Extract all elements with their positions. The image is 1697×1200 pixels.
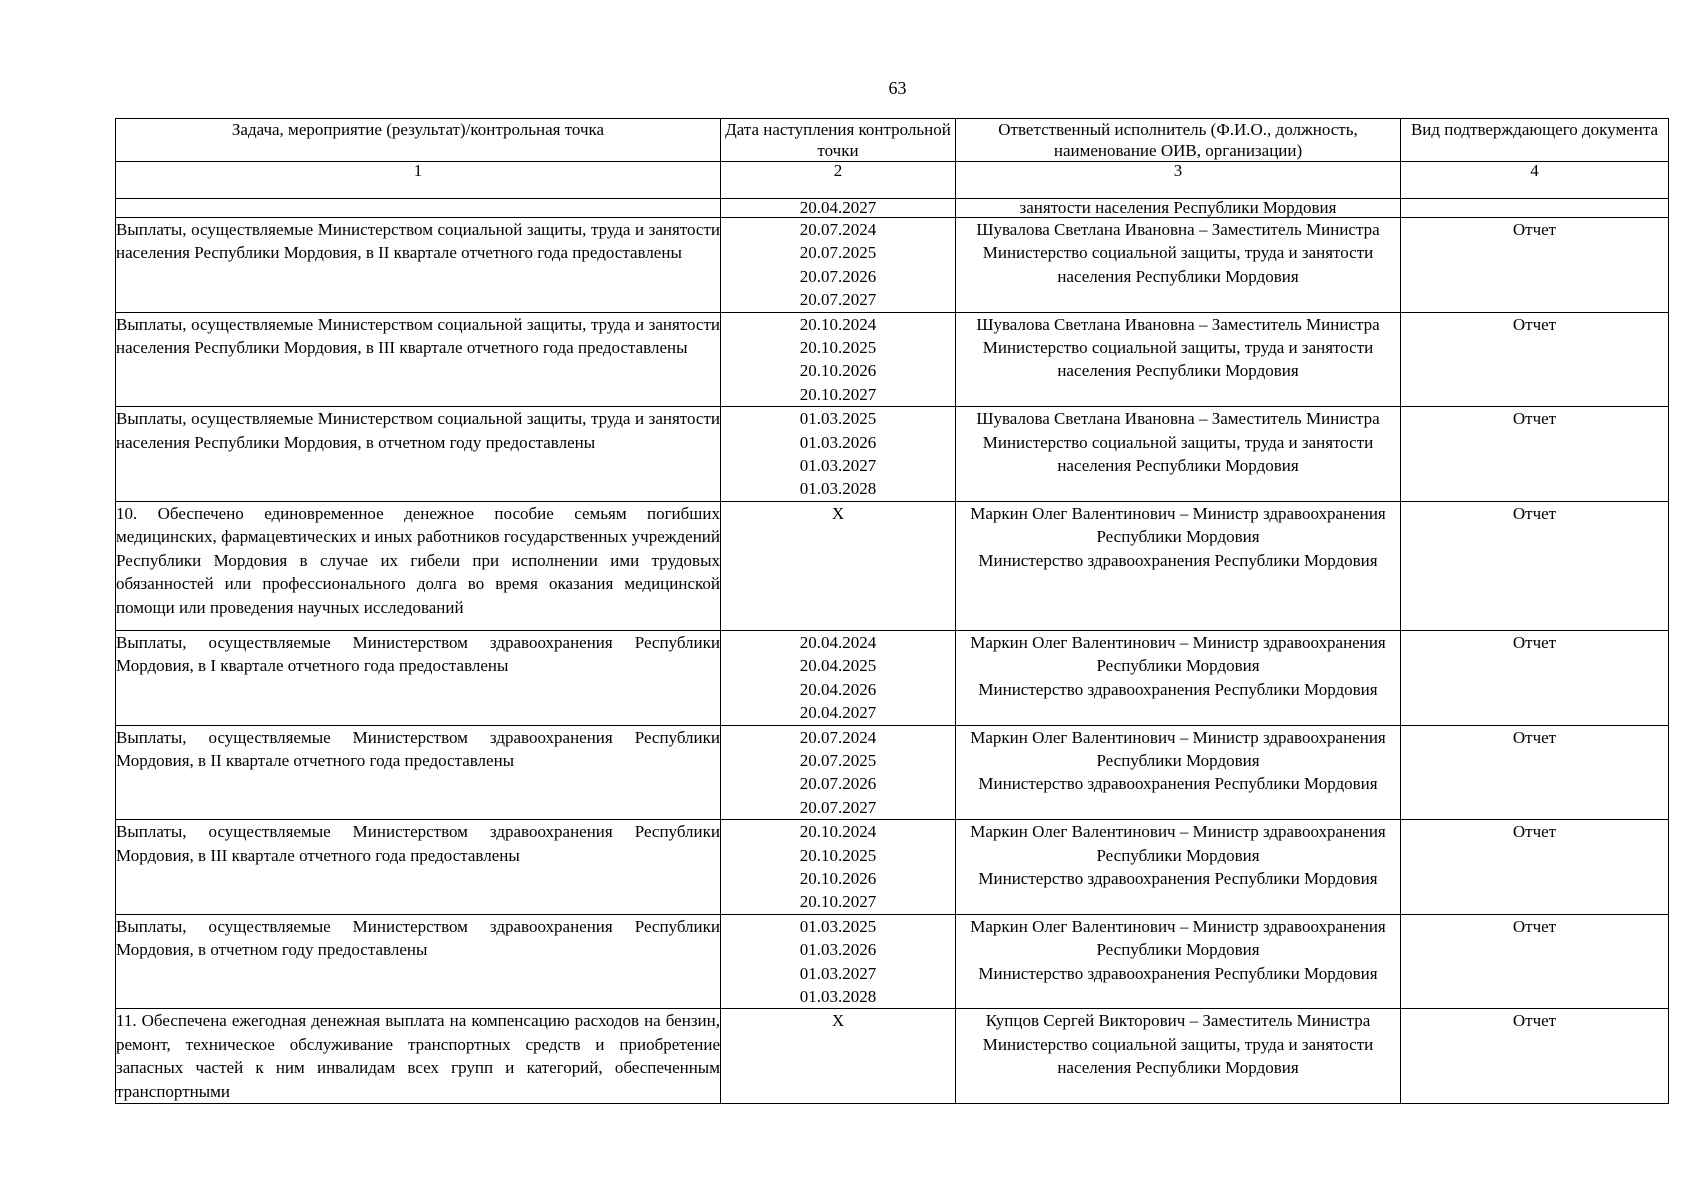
task-cell: 11. Обеспечена ежегодная денежная выплата на компенсацию расходов на бензин, ремонт, техническое обслуживание транспортных средств и приобретение запасных частей к ним инвалидам всех групп и категорий, обеспеченным транспортными xyxy=(116,1009,721,1104)
task-cell: 10. Обеспечено единовременное денежное пособие семьям погибших медицинских, фармацевтических и иных работников государственных учреждений Республики Мордовия в случае их гибели при исполнении ими трудовых обязанностей или профессионального долга во время оказания медицинской помощи или проведения научных исследований xyxy=(116,501,721,630)
document-type-cell: Отчет xyxy=(1401,820,1669,915)
control-date: 20.10.2025 xyxy=(799,845,877,865)
table-row xyxy=(116,725,1669,820)
control-date: 20.07.2024 xyxy=(799,727,877,747)
column-number-row xyxy=(116,162,1669,199)
control-date: 20.07.2027 xyxy=(799,797,877,817)
table-row xyxy=(116,199,1669,218)
control-date: 01.03.2028 xyxy=(799,986,877,1006)
header-responsible: Ответственный исполнитель (Ф.И.О., должность, наименование ОИВ, организации) xyxy=(956,119,1401,162)
responsible-cell xyxy=(956,914,1401,1009)
responsible-person: Купцов Сергей Викторович – Заместитель Министра xyxy=(985,1011,1371,1031)
control-date: 01.03.2028 xyxy=(799,479,877,499)
date-cell xyxy=(721,725,956,820)
table-row xyxy=(116,630,1669,725)
date-cell xyxy=(721,407,956,502)
document-type-cell xyxy=(1401,199,1669,218)
task-cell xyxy=(116,199,721,218)
header-row xyxy=(116,119,1669,162)
task-cell: Выплаты, осуществляемые Министерством социальной защиты, труда и занятости населения Республики Мордовия, в II квартале отчетного года предоставлены xyxy=(116,218,721,313)
task-cell: Выплаты, осуществляемые Министерством здравоохранения Республики Мордовия, в III квартале отчетного года предоставлены xyxy=(116,820,721,915)
table-row xyxy=(116,1009,1669,1104)
control-date: 20.10.2027 xyxy=(799,384,877,404)
responsible-person: Маркин Олег Валентинович – Министр здравоохранения Республики Мордовия xyxy=(970,727,1386,770)
control-date: 01.03.2025 xyxy=(799,916,877,936)
responsible-cell xyxy=(956,501,1401,630)
date-cell xyxy=(721,914,956,1009)
control-date: 20.04.2027 xyxy=(799,198,877,217)
responsible-cell xyxy=(956,725,1401,820)
document-type-cell: Отчет xyxy=(1401,501,1669,630)
responsible-cell xyxy=(956,630,1401,725)
control-date: 20.10.2026 xyxy=(799,868,877,888)
control-date: 20.04.2027 xyxy=(799,703,877,723)
document-type-cell: Отчет xyxy=(1401,1009,1669,1104)
control-points-table xyxy=(115,118,1669,1104)
table-row xyxy=(116,218,1669,313)
responsible-cell xyxy=(956,218,1401,313)
date-cell xyxy=(721,630,956,725)
header-date: Дата наступления контрольной точки xyxy=(721,119,956,162)
responsible-organization: Министерство социальной защиты, труда и занятости населения Республики Мордовия xyxy=(982,338,1374,381)
responsible-person: Маркин Олег Валентинович – Министр здравоохранения Республики Мордовия xyxy=(970,916,1386,960)
responsible-person: Маркин Олег Валентинович – Министр здравоохранения Республики Мордовия xyxy=(970,632,1386,676)
document-type-cell: Отчет xyxy=(1401,914,1669,1009)
table-row xyxy=(116,914,1669,1009)
column-number: 3 xyxy=(956,162,1401,199)
date-cell xyxy=(721,820,956,915)
page-number: 63 xyxy=(888,78,907,98)
table-row xyxy=(116,820,1669,915)
document-type-cell: Отчет xyxy=(1401,630,1669,725)
responsible-cell xyxy=(956,199,1401,218)
control-date: 01.03.2027 xyxy=(799,456,877,476)
header-document: Вид подтверждающего документа xyxy=(1401,119,1669,162)
document-type-cell: Отчет xyxy=(1401,312,1669,407)
table-row xyxy=(116,312,1669,407)
responsible-organization: Министерство социальной защиты, труда и занятости населения Республики Мордовия xyxy=(982,1034,1374,1078)
control-date: 20.10.2024 xyxy=(799,822,877,842)
responsible-cell xyxy=(956,407,1401,502)
date-cell xyxy=(721,218,956,313)
column-number: 1 xyxy=(116,162,721,199)
responsible-organization: Министерство социальной защиты, труда и занятости населения Республики Мордовия xyxy=(982,432,1374,476)
table-row xyxy=(116,501,1669,630)
responsible-person: Шувалова Светлана Ивановна – Заместитель Министра xyxy=(976,220,1380,239)
responsible-organization: Министерство здравоохранения Республики Мордовия xyxy=(978,963,1378,983)
responsible-cell xyxy=(956,820,1401,915)
date-cell xyxy=(721,501,956,630)
control-date: 20.10.2027 xyxy=(799,892,877,912)
responsible-person: занятости населения Республики Мордовия xyxy=(1019,198,1337,217)
responsible-cell xyxy=(956,1009,1401,1104)
control-date: Х xyxy=(831,1011,845,1031)
header-task: Задача, мероприятие (результат)/контрольная точка xyxy=(116,119,721,162)
control-date: 20.07.2026 xyxy=(799,266,877,286)
date-cell xyxy=(721,312,956,407)
responsible-organization: Министерство здравоохранения Республики Мордовия xyxy=(978,774,1378,794)
document-type-cell: Отчет xyxy=(1401,725,1669,820)
responsible-organization: Министерство здравоохранения Республики Мордовия xyxy=(978,868,1378,888)
date-cell xyxy=(721,1009,956,1104)
responsible-person: Маркин Олег Валентинович – Министр здравоохранения Республики Мордовия xyxy=(970,822,1386,865)
task-cell: Выплаты, осуществляемые Министерством здравоохранения Республики Мордовия, в I квартале отчетного года предоставлены xyxy=(116,630,721,725)
task-cell: Выплаты, осуществляемые Министерством здравоохранения Республики Мордовия, в II квартале отчетного года предоставлены xyxy=(116,725,721,820)
responsible-person: Шувалова Светлана Ивановна – Заместитель Министра xyxy=(976,409,1380,429)
responsible-cell xyxy=(956,312,1401,407)
responsible-person: Маркин Олег Валентинович – Министр здравоохранения Республики Мордовия xyxy=(970,503,1386,547)
task-cell: Выплаты, осуществляемые Министерством социальной защиты, труда и занятости населения Республики Мордовия, в отчетном году предоставлены xyxy=(116,407,721,502)
control-date: 20.07.2026 xyxy=(799,774,877,794)
column-number: 4 xyxy=(1401,162,1669,199)
responsible-person: Шувалова Светлана Ивановна – Заместитель Министра xyxy=(976,314,1380,334)
responsible-organization: Министерство здравоохранения Республики Мордовия xyxy=(978,679,1378,699)
control-date: 20.04.2026 xyxy=(799,679,877,699)
control-date: 20.07.2025 xyxy=(799,243,877,263)
control-date: 20.10.2026 xyxy=(799,361,877,381)
control-date: 01.03.2027 xyxy=(799,963,877,983)
column-number: 2 xyxy=(721,162,956,199)
date-cell xyxy=(721,199,956,218)
responsible-organization: Министерство социальной защиты, труда и занятости населения Республики Мордовия xyxy=(982,243,1374,286)
table-body xyxy=(116,199,1669,1104)
control-date: 01.03.2026 xyxy=(799,432,877,452)
responsible-organization: Министерство здравоохранения Республики Мордовия xyxy=(978,550,1378,570)
control-date: 20.07.2024 xyxy=(799,220,877,239)
control-date: 20.07.2025 xyxy=(799,750,877,770)
document-type-cell: Отчет xyxy=(1401,407,1669,502)
control-date: 20.04.2024 xyxy=(799,632,877,652)
control-date: 01.03.2026 xyxy=(799,940,877,960)
control-date: 20.07.2027 xyxy=(799,290,877,310)
control-date: 20.04.2025 xyxy=(799,656,877,676)
task-cell: Выплаты, осуществляемые Министерством здравоохранения Республики Мордовия, в отчетном году предоставлены xyxy=(116,914,721,1009)
document-type-cell: Отчет xyxy=(1401,218,1669,313)
control-date: 20.10.2024 xyxy=(799,314,877,334)
control-date: 20.10.2025 xyxy=(799,338,877,358)
table-row xyxy=(116,407,1669,502)
task-cell: Выплаты, осуществляемые Министерством социальной защиты, труда и занятости населения Республики Мордовия, в III квартале отчетного года предоставлены xyxy=(116,312,721,407)
control-date: Х xyxy=(831,503,845,523)
control-date: 01.03.2025 xyxy=(799,409,877,429)
